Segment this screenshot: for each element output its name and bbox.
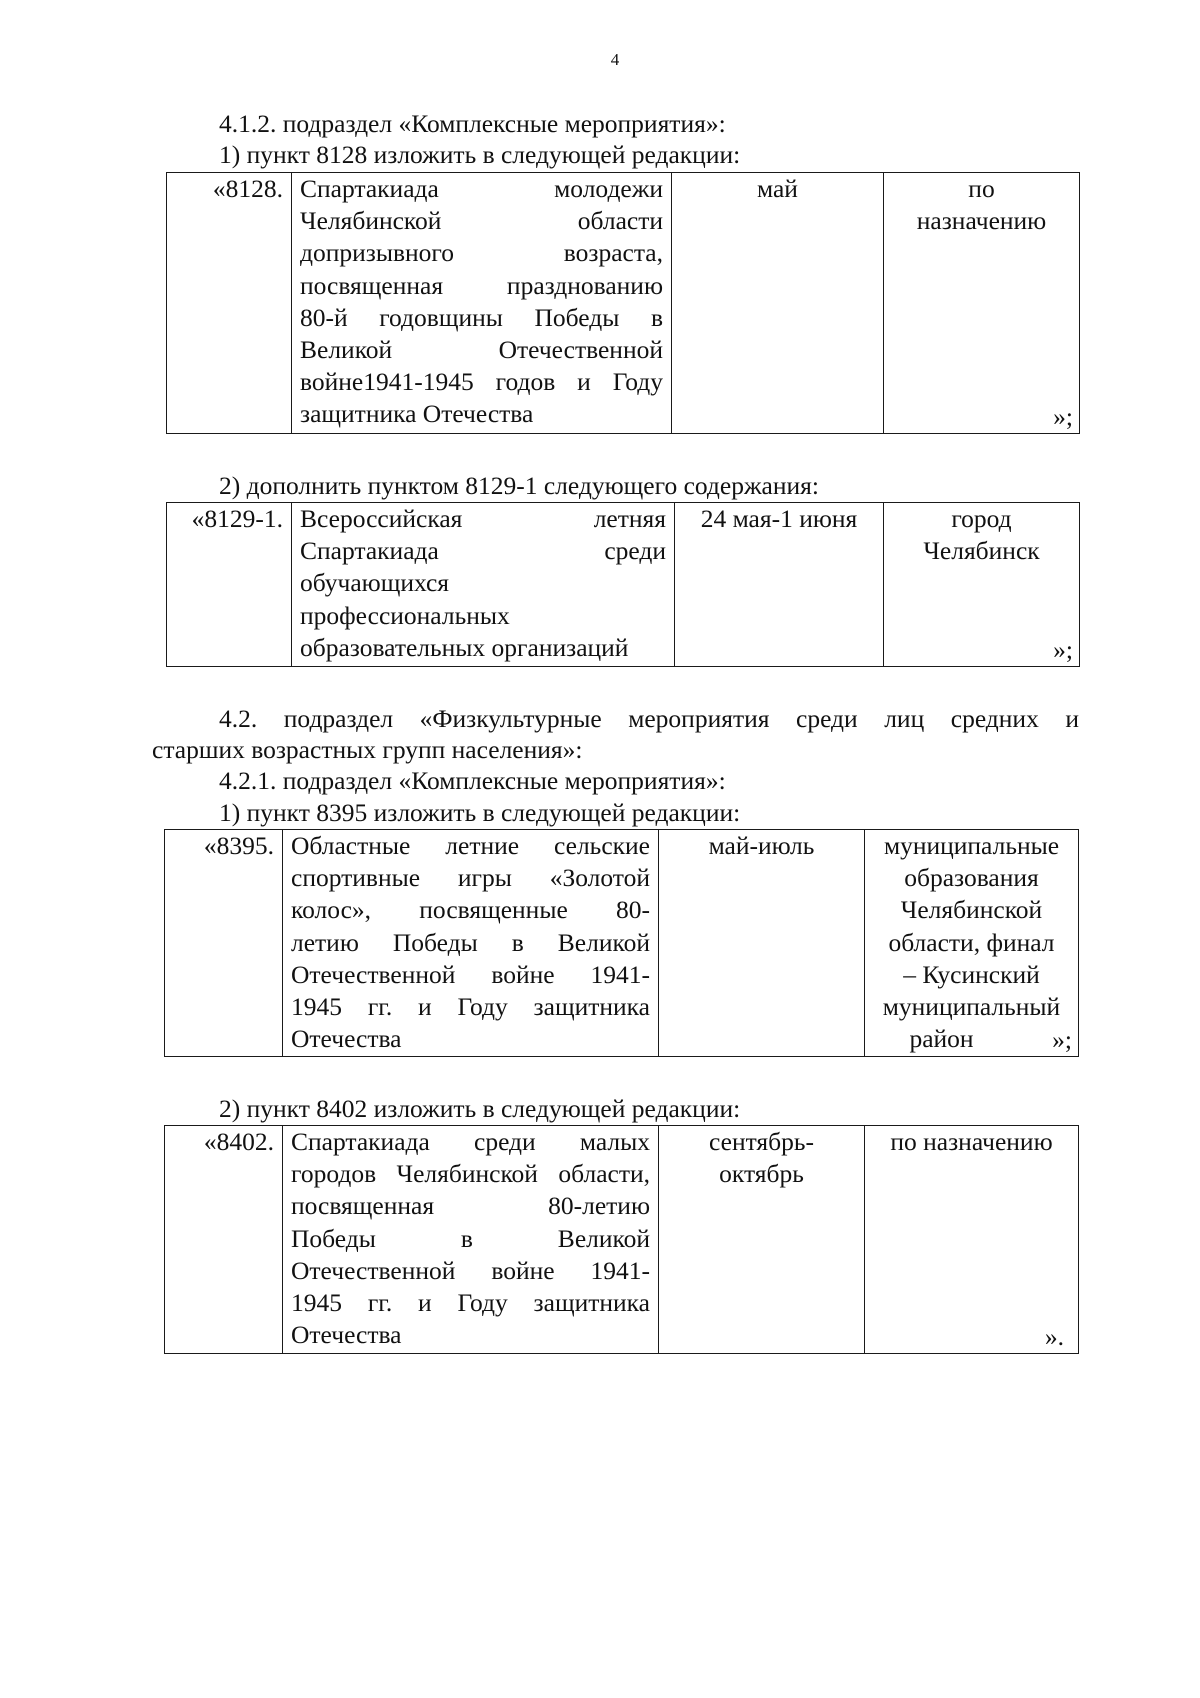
event-name <box>283 1126 659 1354</box>
event-name-line: 1945 гг. и Году защитника <box>291 1288 650 1318</box>
section-heading-421: 4.2.1. подраздел «Комплексные мероприятия»: <box>219 766 726 795</box>
event-name-line: Отечественной войне 1941- <box>291 1255 650 1285</box>
item-number: «8395. <box>165 830 283 1057</box>
event-venue-line: Челябинск <box>923 536 1040 566</box>
table-row <box>167 503 1080 667</box>
item-number: «8402. <box>165 1126 283 1354</box>
event-venue-line: район <box>909 1024 974 1054</box>
event-name-line: защитника Отечества <box>300 399 534 429</box>
event-date: май-июль <box>659 830 865 1057</box>
event-name-line: Отечества <box>291 1024 402 1054</box>
event-date-line: октябрь <box>719 1159 804 1189</box>
event-name-line: 1945 гг. и Году защитника <box>291 992 650 1022</box>
event-date: май <box>672 173 884 434</box>
event-name <box>292 503 675 667</box>
closing-quote: »; <box>1053 402 1073 431</box>
item-number: «8129-1. <box>167 503 292 667</box>
event-name-line: Великой Отечественной <box>300 335 663 365</box>
event-name-line: Спартакиада молодежи <box>300 174 663 203</box>
closing-quote: »; <box>1052 1025 1072 1054</box>
event-name-line: Победы в Великой <box>291 1223 650 1253</box>
event-date-line: сентябрь- <box>709 1127 814 1156</box>
event-name-line: Областные летние сельские <box>291 831 650 860</box>
page-number: 4 <box>610 50 620 69</box>
event-venue-line: муниципальный <box>882 992 1061 1022</box>
event-name <box>292 173 672 434</box>
table-row <box>165 830 1079 1057</box>
event-name-line: войне1941-1945 годов и Году <box>300 367 663 397</box>
table-item-8129-1 <box>166 502 1080 667</box>
event-name-line: Всероссийская летняя <box>300 504 666 533</box>
event-name-line: посвященная празднованию <box>300 270 663 300</box>
event-name-line: летию Победы в Великой <box>291 927 650 957</box>
item-intro-8402: 2) пункт 8402 изложить в следующей редакции: <box>219 1094 741 1123</box>
event-name-line: посвященная 80-летию <box>291 1191 650 1221</box>
event-name-line: допризывного возраста, <box>300 238 663 268</box>
closing-quote: »; <box>1053 635 1073 664</box>
section-heading-42: 4.2. подраздел «Физкультурные мероприятия среди лиц средних и <box>219 704 1079 733</box>
item-intro-8129-1: 2) дополнить пунктом 8129-1 следующего содержания: <box>219 471 819 500</box>
event-venue <box>865 830 1079 1057</box>
event-date <box>659 1126 865 1354</box>
table-row <box>167 173 1080 434</box>
event-venue-line: – Кусинский <box>903 959 1040 989</box>
event-venue <box>884 173 1080 434</box>
event-venue-line: назначению <box>916 206 1047 236</box>
event-name-line: образовательных организаций <box>300 632 629 662</box>
event-venue-line: по назначению <box>890 1127 1053 1156</box>
event-name-line: профессиональных <box>300 600 510 630</box>
event-venue-line: Челябинской <box>900 895 1043 925</box>
event-venue-line: город <box>951 504 1012 533</box>
table-item-8402 <box>164 1125 1079 1354</box>
event-name-line: Отечественной войне 1941- <box>291 959 650 989</box>
event-venue-line: образования <box>904 863 1039 893</box>
section-heading-42-cont: старших возрастных групп населения»: <box>152 735 583 764</box>
table-item-8128 <box>166 172 1080 434</box>
event-name-line: Спартакиада среди <box>300 536 666 566</box>
event-name-line: Спартакиада среди малых <box>291 1127 650 1156</box>
event-name-line: 80-й годовщины Победы в <box>300 302 663 332</box>
table-row <box>165 1126 1079 1354</box>
event-name-line: городов Челябинской области, <box>291 1159 650 1189</box>
event-venue-line: муниципальные <box>883 831 1060 860</box>
event-name <box>283 830 659 1057</box>
item-intro-8395: 1) пункт 8395 изложить в следующей редакции: <box>219 798 741 827</box>
event-name-line: обучающихся <box>300 568 450 598</box>
event-venue <box>884 503 1080 667</box>
event-date: 24 мая-1 июня <box>675 503 884 667</box>
item-intro-8128: 1) пункт 8128 изложить в следующей редакции: <box>219 140 741 169</box>
table-item-8395 <box>164 829 1079 1057</box>
event-name-line: спортивные игры «Золотой <box>291 863 650 893</box>
section-heading-412: 4.1.2. подраздел «Комплексные мероприятия»: <box>219 109 726 138</box>
event-venue-line: области, финал <box>888 927 1055 957</box>
item-number: «8128. <box>167 173 292 434</box>
closing-quote: ». <box>1044 1322 1064 1351</box>
event-venue-line: по <box>968 174 995 203</box>
event-name-line: колос», посвященные 80- <box>291 895 650 925</box>
event-name-line: Челябинской области <box>300 206 663 236</box>
event-venue <box>865 1126 1079 1354</box>
event-name-line: Отечества <box>291 1320 402 1350</box>
